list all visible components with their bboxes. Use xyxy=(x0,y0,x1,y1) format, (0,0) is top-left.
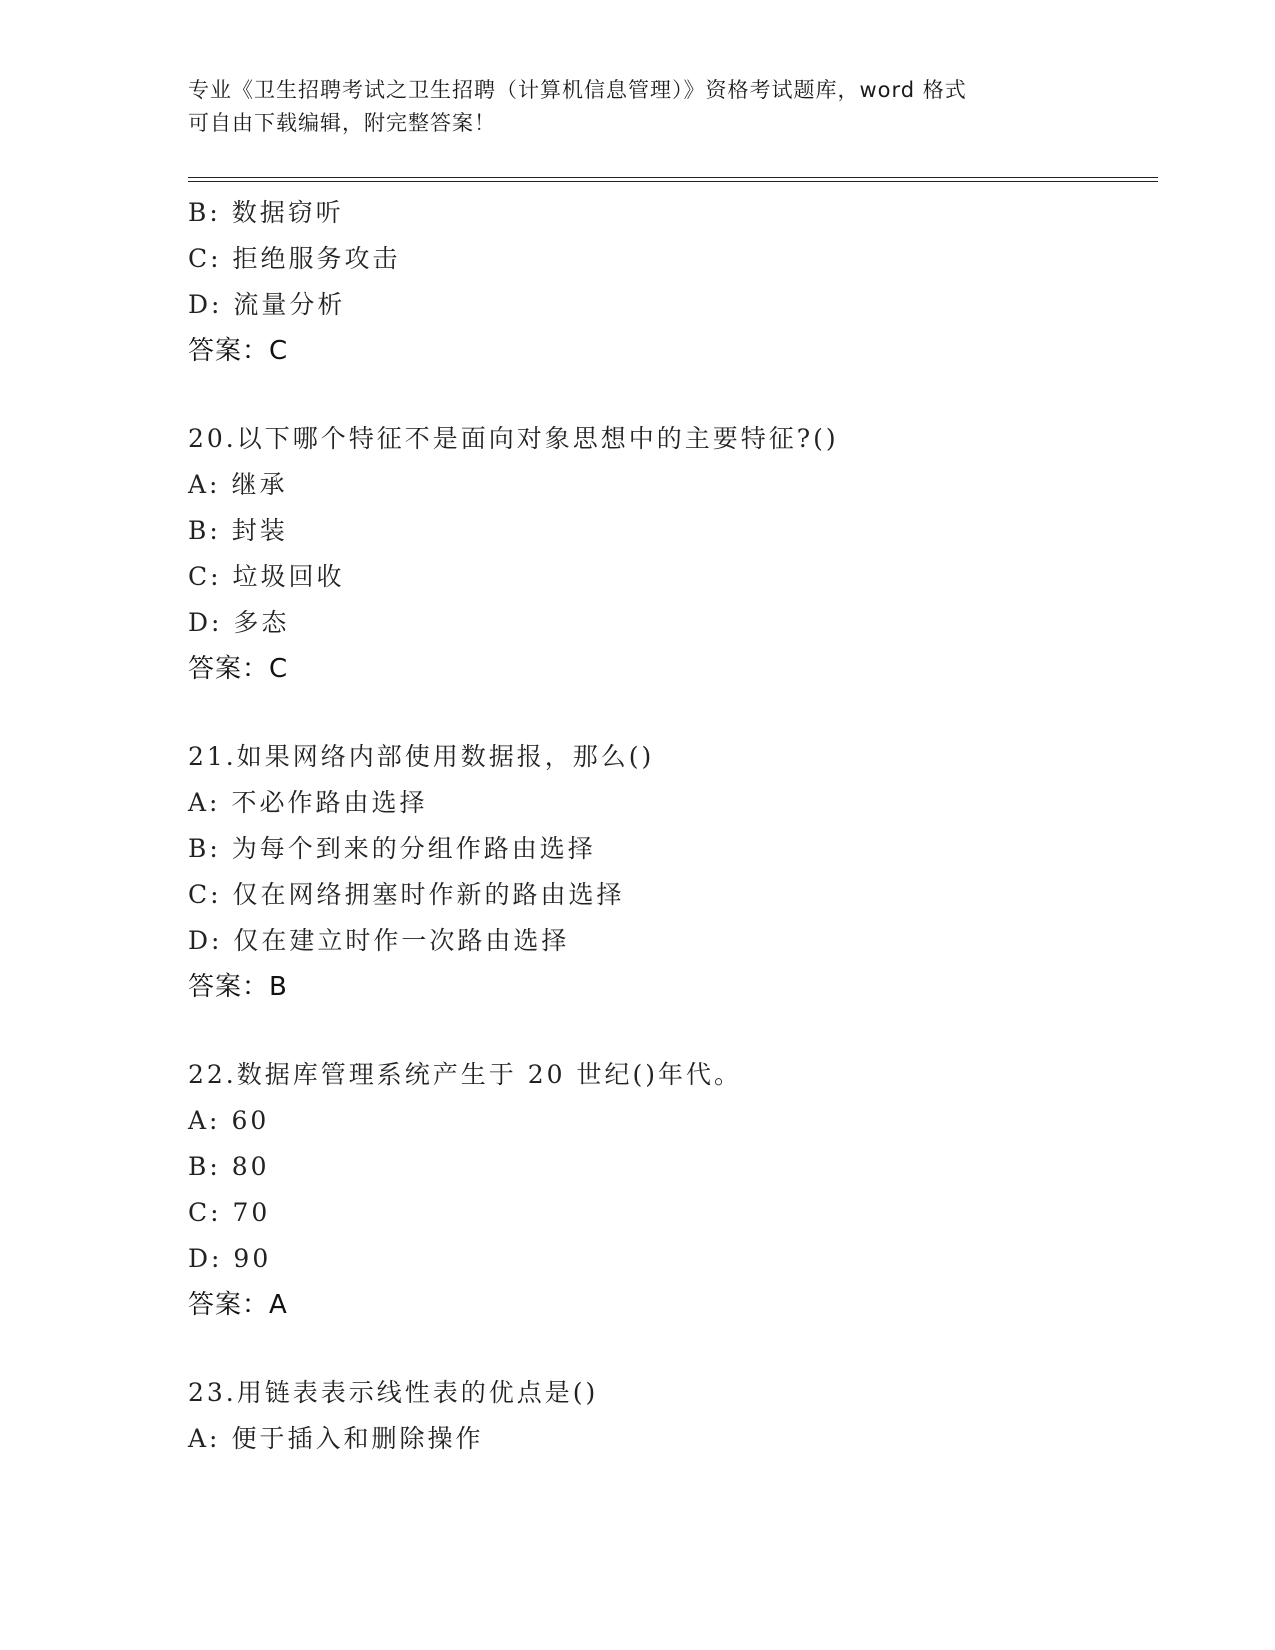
option-letter: D: xyxy=(188,1244,223,1273)
option-text: 仅在建立时作一次路由选择 xyxy=(233,926,570,955)
answer: 答案：C xyxy=(188,654,289,684)
option-c xyxy=(188,554,1148,600)
option-text: 封装 xyxy=(231,516,288,545)
question-stem: 22.数据库管理系统产生于 20 世纪()年代。 xyxy=(188,1060,742,1089)
option-text: 继承 xyxy=(231,470,288,499)
option-text: 80 xyxy=(231,1152,270,1181)
option-letter: D: xyxy=(188,290,223,319)
option-b xyxy=(188,826,1148,872)
option-c xyxy=(188,236,1148,282)
answer: 答案：A xyxy=(188,1290,288,1320)
option-letter: B: xyxy=(188,198,221,227)
option-letter: C: xyxy=(188,244,222,273)
option-text: 流量分析 xyxy=(233,290,346,319)
option-d xyxy=(188,600,1148,646)
option-letter: B: xyxy=(188,516,221,545)
option-letter: A: xyxy=(188,1424,221,1453)
option-letter: D: xyxy=(188,926,223,955)
question-19-continued xyxy=(188,190,1148,374)
option-letter: A: xyxy=(188,788,221,817)
question-20 xyxy=(188,416,1148,692)
option-a xyxy=(188,780,1148,826)
option-text: 90 xyxy=(233,1244,272,1273)
option-a xyxy=(188,1098,1148,1144)
question-stem: 23.用链表表示线性表的优点是() xyxy=(188,1378,599,1407)
option-text: 数据窃听 xyxy=(231,198,344,227)
question-22 xyxy=(188,1052,1148,1328)
option-b xyxy=(188,1144,1148,1190)
option-text: 多态 xyxy=(233,608,290,637)
answer: 答案：B xyxy=(188,972,288,1002)
option-letter: D: xyxy=(188,608,223,637)
option-a xyxy=(188,462,1148,508)
option-letter: C: xyxy=(188,1198,222,1227)
option-text: 不必作路由选择 xyxy=(231,788,428,817)
option-d xyxy=(188,1236,1148,1282)
option-d xyxy=(188,282,1148,328)
option-text: 70 xyxy=(232,1198,271,1227)
option-letter: A: xyxy=(188,1106,221,1135)
question-stem: 20.以下哪个特征不是面向对象思想中的主要特征?() xyxy=(188,424,839,453)
question-list xyxy=(188,190,1148,1462)
option-text: 60 xyxy=(231,1106,270,1135)
option-b xyxy=(188,508,1148,554)
question-23 xyxy=(188,1370,1148,1462)
document-header xyxy=(188,74,1088,140)
option-text: 垃圾回收 xyxy=(232,562,345,591)
option-d xyxy=(188,918,1148,964)
option-letter: B: xyxy=(188,834,221,863)
option-c xyxy=(188,872,1148,918)
option-a xyxy=(188,1416,1148,1462)
header-divider-bottom xyxy=(188,181,1158,182)
option-letter: C: xyxy=(188,880,222,909)
option-text: 仅在网络拥塞时作新的路由选择 xyxy=(232,880,625,909)
option-letter: C: xyxy=(188,562,222,591)
header-line-1: 专业《卫生招聘考试之卫生招聘（计算机信息管理）》资格考试题库，word 格式 xyxy=(188,78,967,102)
header-line-2: 可自由下载编辑，附完整答案！ xyxy=(188,111,496,135)
option-text: 为每个到来的分组作路由选择 xyxy=(231,834,596,863)
header-divider-top xyxy=(188,177,1158,178)
option-text: 便于插入和删除操作 xyxy=(231,1424,484,1453)
question-21 xyxy=(188,734,1148,1010)
option-b xyxy=(188,190,1148,236)
answer: 答案：C xyxy=(188,336,289,366)
option-letter: B: xyxy=(188,1152,221,1181)
option-letter: A: xyxy=(188,470,221,499)
question-stem: 21.如果网络内部使用数据报，那么() xyxy=(188,742,655,771)
option-text: 拒绝服务攻击 xyxy=(232,244,401,273)
option-c xyxy=(188,1190,1148,1236)
